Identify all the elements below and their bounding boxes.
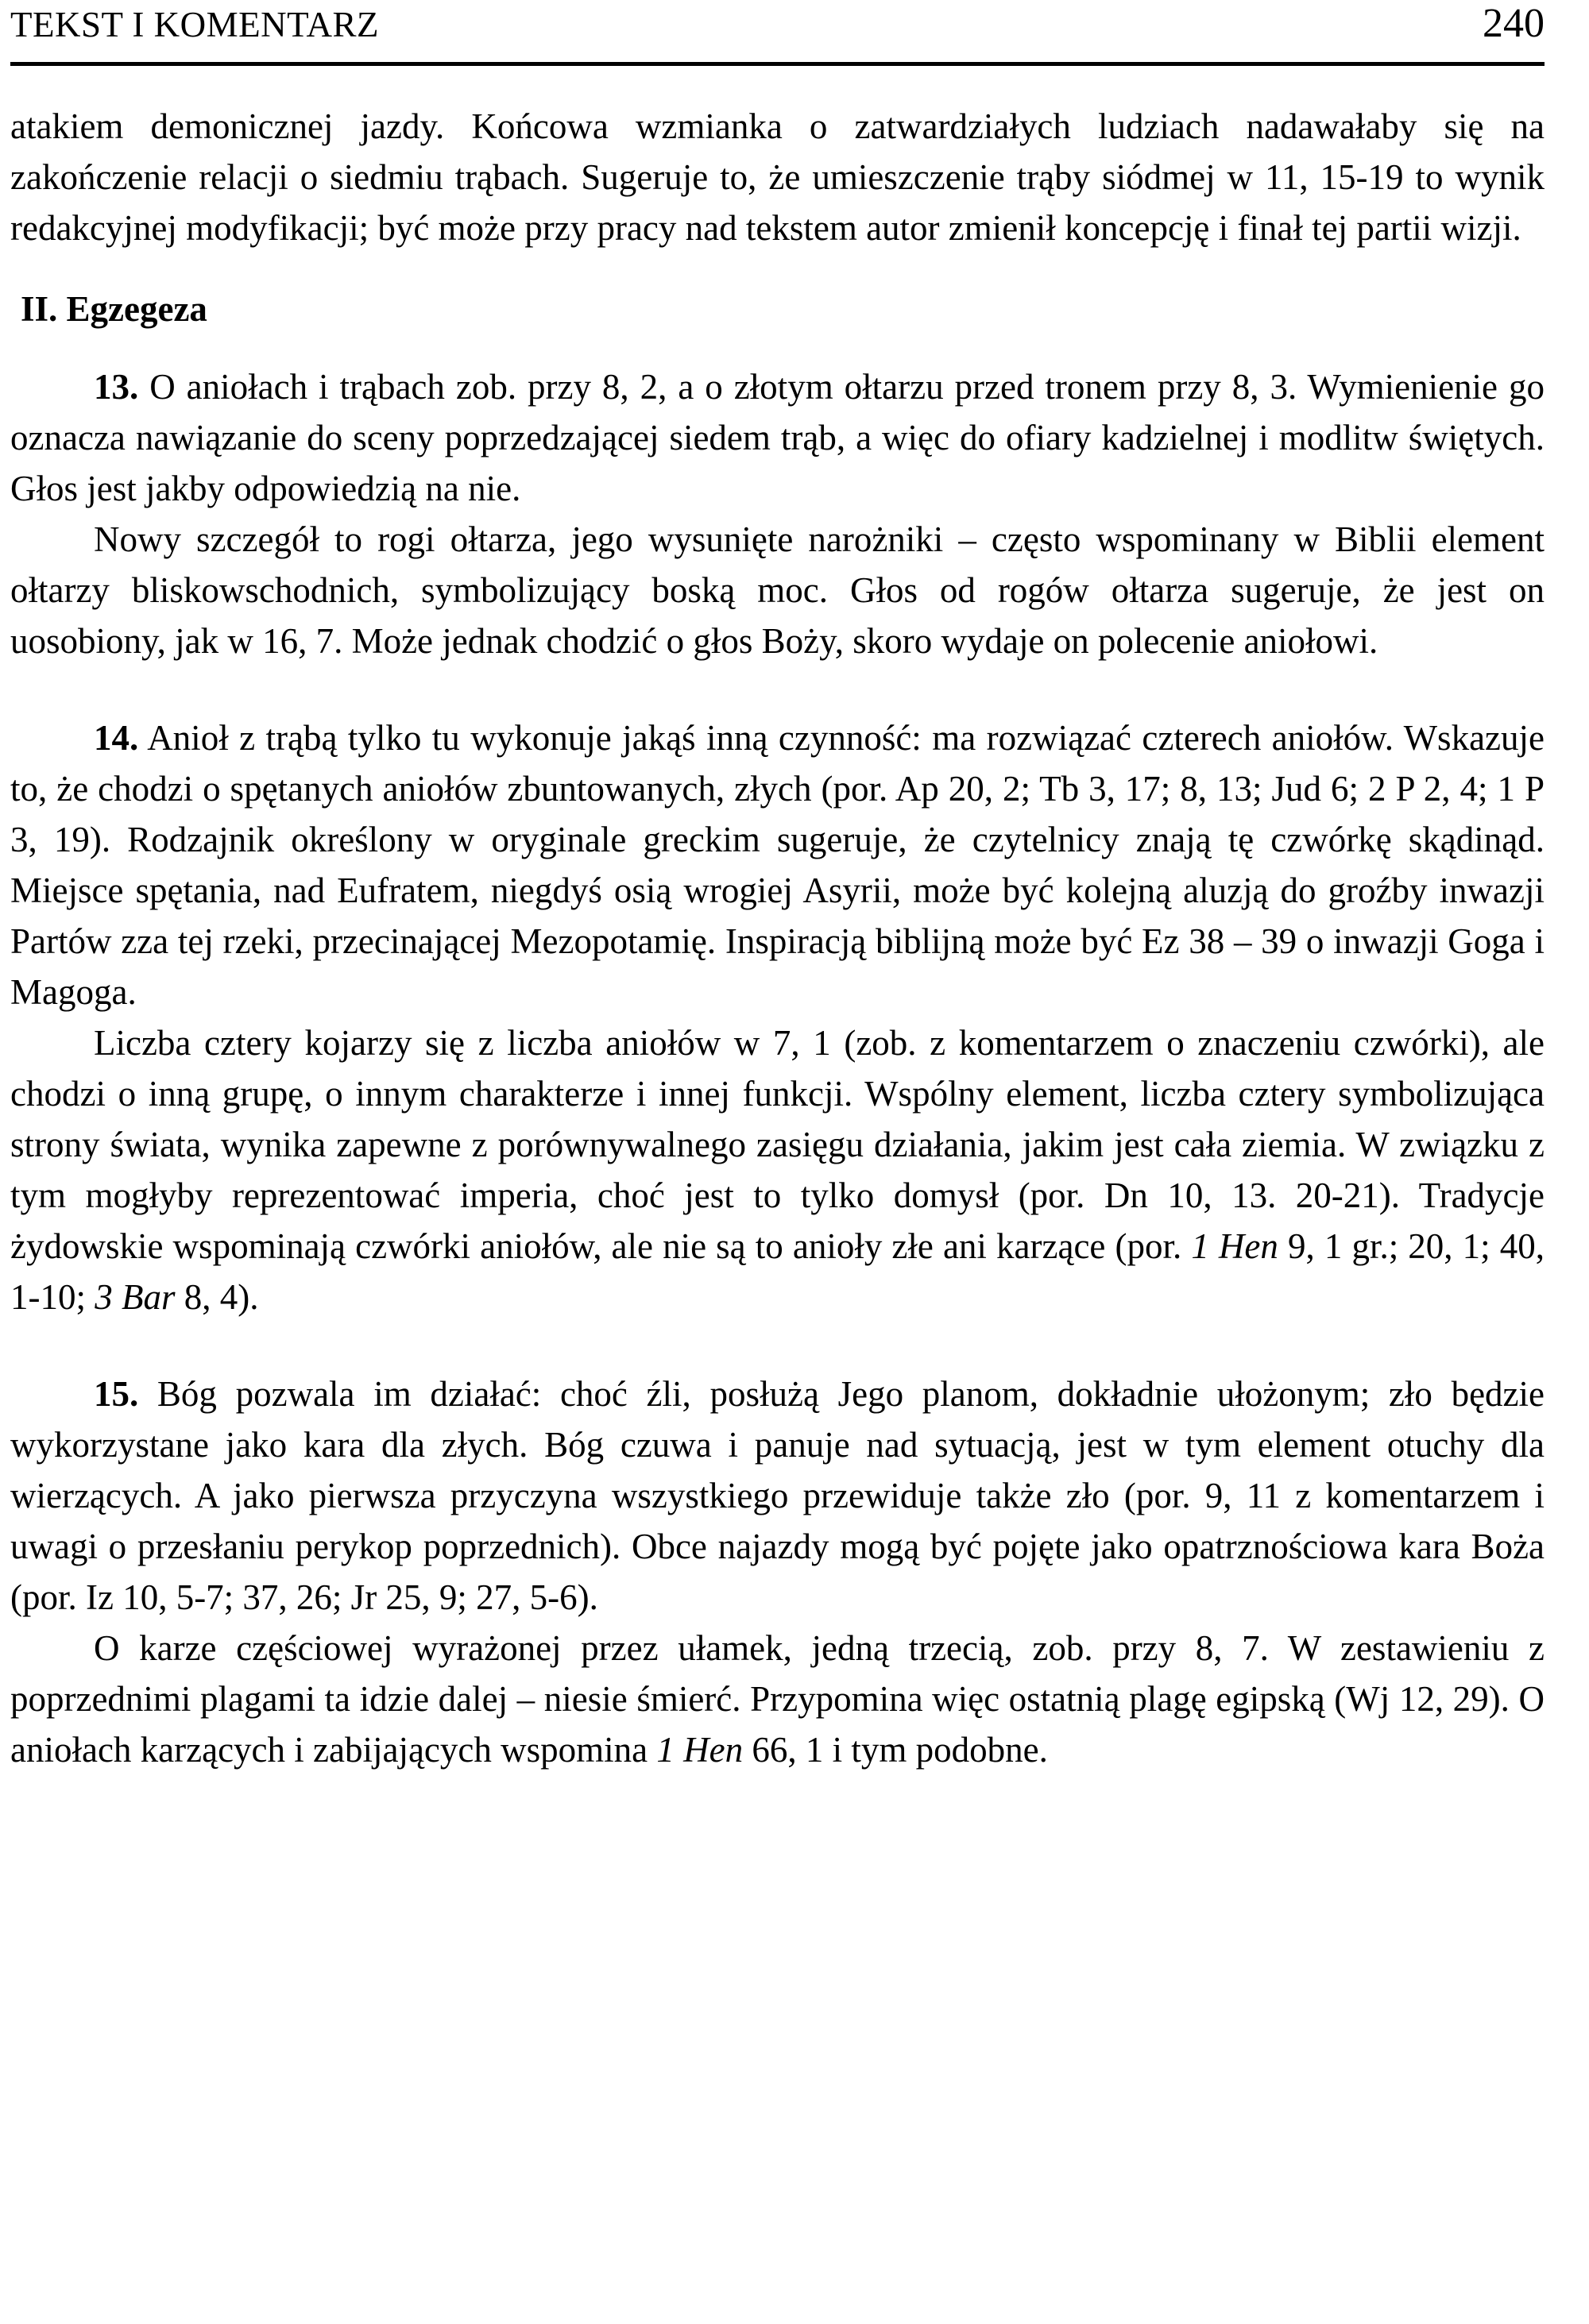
paragraph-14b <box>10 1017 1545 1322</box>
running-header <box>10 0 1565 60</box>
paragraph-intro: atakiem demonicznej jazdy. Końcowa wzmianka o zatwardziałych ludziach nadawałaby się na zakończenie relacji o siedmiu trąbach. Sugeruje to, że umieszczenie trąby siódmej w 11, 15-19 to wynik redakcyjnej modyfikacji; być może przy pracy nad tekstem autor zmienił koncepcję i finał tej partii wizji. <box>10 106 1545 248</box>
paragraph-15 <box>10 1369 1545 1623</box>
paragraph-spacer <box>10 666 1545 712</box>
section-15-text: Bóg pozwala im działać: choć źli, posłużą Jego planom, dokładnie ułożonym; zło będzie wykorzystane jako kara dla złych. Bóg czuwa i panuje nad sytuacją, jest w tym element otuchy dla wierzących. A jako pierwsza przyczyna wszystkiego przewiduje także zło (por. 9, 11 z komentarzem i uwagi o przesłaniu perykop poprzednich). Obce najazdy mogą być pojęte jako opatrznościowa kara Boża (por. Iz 10, 5-7; 37, 26; Jr 25, 9; 27, 5-6). <box>10 1373 1545 1617</box>
citation-1-hen: 1 Hen <box>1191 1226 1278 1266</box>
paragraph-15b-part1: O karze częściowej wyrażonej przez ułamek, jedną trzecią, zob. przy 8, 7. W zestawieniu z poprzednimi plagami ta idzie dalej – niesie śmierć. Przypomina więc ostatnią plagę egipską (Wj 12, 29). O aniołach karzących i zabijających wspomina <box>10 1627 1545 1770</box>
paragraph-14 <box>10 712 1545 1017</box>
section-heading-egzegeza: II. Egzegeza <box>21 289 207 329</box>
section-number-14: 14. <box>94 717 139 758</box>
page-number: 240 <box>1483 1 1545 46</box>
section-14-text: Anioł z trąbą tylko tu wykonuje jakąś inną czynność: ma rozwiązać czterech aniołów. Wskazuje to, że chodzi o spętanych aniołów zbuntowanych, złych (por. Ap 20, 2; Tb 3, 17; 8, 13; Jud 6; 2 P 2, 4; 1 P 3, 19). Rodzajnik określony w oryginale greckim sugeruje, że czytelnicy znają tę czwórkę skądinąd. Miejsce spętania, nad Eufratem, niegdyś osią wrogiej Asyrii, może być kolejną aluzją do groźby inwazji Partów zza tej rzeki, przecinającej Mezopotamię. Inspiracją biblijną może być Ez 38 – 39 o inwazji Goga i Magoga. <box>10 717 1545 1012</box>
citation-1-hen-final: 1 Hen <box>656 1729 744 1770</box>
paragraph-14b-part2: 9, 1 gr.; 20, 1; 40, 1-10; <box>10 1226 1545 1317</box>
paragraph-15b <box>10 1623 1545 1775</box>
header-rule <box>10 62 1545 66</box>
section-13-text: O aniołach i trąbach zob. przy 8, 2, a o złotym ołtarzu przed tronem przy 8, 3. Wymienienie go oznacza nawiązanie do sceny poprzedzającej siedem trąb, a więc do ofiary kadzielnej i modlitw świętych. Głos jest jakby odpowiedzią na nie. <box>10 366 1545 508</box>
paragraph-13b: Nowy szczegół to rogi ołtarza, jego wysunięte narożniki – często wspominany w Biblii element ołtarzy bliskowschodnich, symbolizujący boską moc. Głos od rogów ołtarza sugeruje, że jest on uosobiony, jak w 16, 7. Może jednak chodzić o głos Boży, skoro wydaje on polecenie aniołowi. <box>10 519 1545 661</box>
paragraph-14b-part1: Liczba cztery kojarzy się z liczba aniołów w 7, 1 (zob. z komentarzem o znaczeniu czwórki), ale chodzi o inną grupę, o innym charakterze i innej funkcji. Wspólny element, liczba cztery symbolizująca strony świata, wynika zapewne z porównywalnego zasięgu działania, jakim jest cała ziemia. W związku z tym mogłyby reprezentować imperia, choć jest to tylko domysł (por. Dn 10, 13. 20-21). Tradycje żydowskie wspominają czwórki aniołów, ale nie są to anioły złe ani karzące (por. <box>10 1022 1545 1266</box>
paragraph-15b-part2: 66, 1 i tym podobne. <box>743 1729 1048 1770</box>
paragraph-14b-part3: 8, 4). <box>175 1276 259 1317</box>
section-number-13: 13. <box>94 366 139 407</box>
body-text <box>10 101 1565 1775</box>
citation-3-bar: 3 Bar <box>95 1276 176 1317</box>
paragraph-spacer <box>10 1322 1545 1369</box>
section-number-15: 15. <box>94 1373 139 1414</box>
paragraph-13 <box>10 361 1545 514</box>
running-header-title: TEKST I KOMENTARZ <box>10 5 380 44</box>
